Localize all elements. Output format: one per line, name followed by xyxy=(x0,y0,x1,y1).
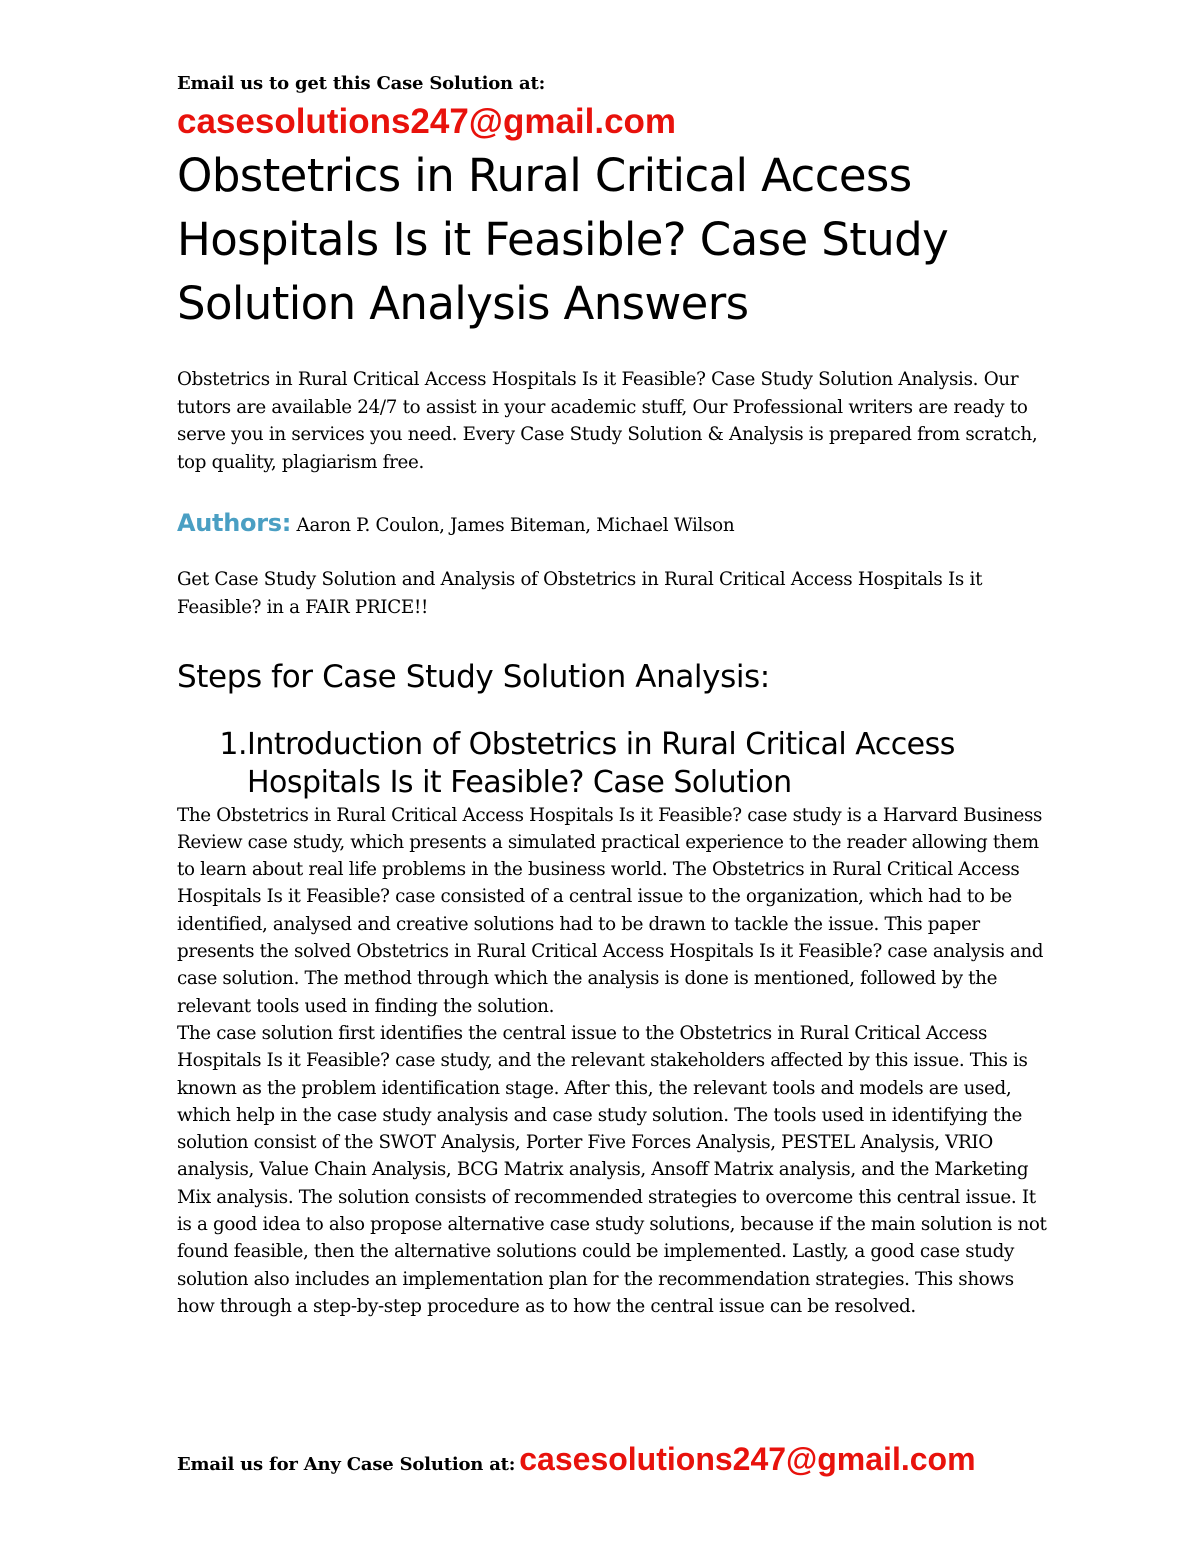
intro-paragraph: Obstetrics in Rural Critical Access Hospitals Is it Feasible? Case Study Solution Analysis. Our tutors are available 24/7 to assist in your academic stuff, Our Professional writers are ready to serve you in services you need. Every Case Study Solution & Analysis is prepared from scratch, top quality, plagiarism free. xyxy=(177,369,1038,473)
header-email-link[interactable]: casesolutions247@gmail.com xyxy=(177,102,677,141)
authors-label: Authors: xyxy=(177,509,292,538)
fair-price-paragraph: Get Case Study Solution and Analysis of Obstetrics in Rural Critical Access Hospitals Is it Feasible? in a FAIR PRICE!! xyxy=(177,569,983,618)
document-page xyxy=(177,70,1047,1320)
email-intro-text: Email us to get this Case Solution at: xyxy=(177,73,546,94)
step-1-number: 1. xyxy=(219,726,247,762)
authors-names: Aaron P. Coulon, James Biteman, Michael Wilson xyxy=(296,515,735,537)
step-1-heading xyxy=(177,726,1047,802)
document-title: Obstetrics in Rural Critical Access Hospitals Is it Feasible? Case Study Solution Analysis Answers xyxy=(177,149,949,330)
step-1-paragraph-1: The Obstetrics in Rural Critical Access Hospitals Is it Feasible? case study is a Harvard Business Review case study, which presents a simulated practical experience to the reader allowing them to learn about real life problems in the business world. The Obstetrics in Rural Critical Access Hospitals Is it Feasible? case consisted of a central issue to the organization, which had to be identified, analysed and creative solutions had to be drawn to tackle the issue. This paper presents the solved Obstetrics in Rural Critical Access Hospitals Is it Feasible? case analysis and case solution. The method through which the analysis is done is mentioned, followed by the relevant tools used in finding the solution. xyxy=(177,804,1044,1017)
steps-heading: Steps for Case Study Solution Analysis: xyxy=(177,658,770,695)
step-1-title: Introduction of Obstetrics in Rural Critical Access Hospitals Is it Feasible? Case Solution xyxy=(247,726,955,800)
footer-email-line xyxy=(177,1441,1057,1478)
step-1-paragraph-2: The case solution first identifies the central issue to the Obstetrics in Rural Critical Access Hospitals Is it Feasible? case study, and the relevant stakeholders affected by this issue. This is known as the problem identification stage. After this, the relevant tools and models are used, which help in the case study analysis and case study solution. The tools used in identifying the solution consist of the SWOT Analysis, Porter Five Forces Analysis, PESTEL Analysis, VRIO analysis, Value Chain Analysis, BCG Matrix analysis, Ansoff Matrix analysis, and the Marketing Mix analysis. The solution consists of recommended strategies to overcome this central issue. It is a good idea to also propose alternative case study solutions, because if the main solution is not found feasible, then the alternative solutions could be implemented. Lastly, a good case study solution also includes an implementation plan for the recommendation strategies. This shows how through a step-by-step procedure as to how the central issue can be resolved. xyxy=(177,1022,1047,1317)
authors-line xyxy=(177,505,1047,544)
footer-label: Email us for Any Case Solution at: xyxy=(177,1454,516,1475)
footer-email-link[interactable]: casesolutions247@gmail.com xyxy=(519,1441,976,1477)
